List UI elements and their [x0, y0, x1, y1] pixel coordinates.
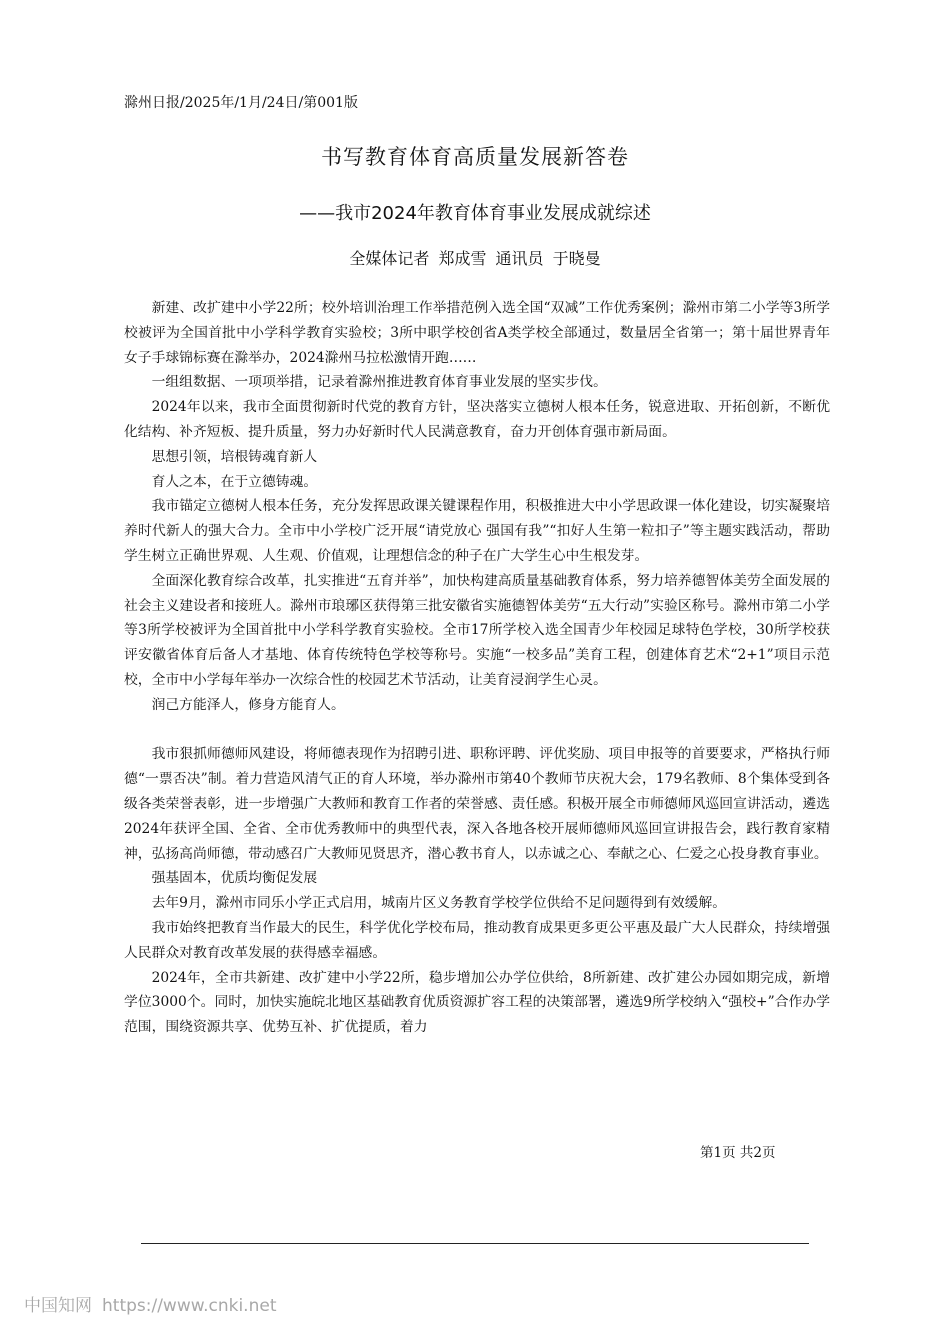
article-body	[124, 296, 830, 1040]
paragraph: 润己方能泽人，修身方能育人。	[151, 696, 345, 713]
paragraph: 育人之本，在于立德铸魂。	[151, 473, 318, 490]
paragraph: 我市始终把教育当作最大的民生，科学优化学校布局，推动教育成果更多更公平惠及最广大人民群众，持续增强人民群众对教育改革发展的获得感幸福感。	[124, 919, 830, 961]
watermark-url: https://www.cnki.net	[102, 1296, 277, 1316]
paragraph: 全面深化教育综合改革，扎实推进“五育并举”，加快构建高质量基础教育体系，努力培养德智体美劳全面发展的社会主义建设者和接班人。滁州市琅琊区获得第三批安徽省实施德智体美劳“五大行动”实验区称号。滁州市第二小学等3所学校被评为全国首批中小学科学教育实验校。全市17所学校入选全国青少年校园足球特色学校，30所学校获评安徽省体育后备人才基地、体育传统特色学校等称号。实施“一校多品”美育工程，创建体育艺术“2+1”项目示范校，全市中小学每年举办一次综合性的校园艺术节活动，让美育浸润学生心灵。	[124, 572, 830, 688]
article-subtitle: ——我市2024年教育体育事业发展成就综述	[299, 203, 651, 224]
article-title: 书写教育体育高质量发展新答卷	[321, 145, 629, 169]
paragraph: 我市锚定立德树人根本任务，充分发挥思政课关键课程作用，积极推进大中小学思政课一体化建设，切实凝聚培养时代新人的强大合力。全市中小学校广泛开展“请党放心 强国有我”“扣好人生第一粒扣子”等主题实践活动，帮助学生树立正确世界观、人生观、价值观，让理想信念的种子在广大学生心中生根发芽。	[124, 498, 830, 564]
section-heading: 思想引领，培根铸魂育新人	[151, 448, 318, 465]
article-byline: 全媒体记者 郑成雪 通讯员 于晓曼	[349, 249, 601, 268]
publication-source: 滁州日报/2025年/1月/24日/第001版	[124, 95, 358, 111]
paragraph: 去年9月，滁州市同乐小学正式启用，城南片区义务教育学校学位供给不足问题得到有效缓解。	[151, 895, 727, 912]
paragraph: 我市狠抓师德师风建设，将师德表现作为招聘引进、职称评聘、评优奖励、项目申报等的首要要求，严格执行师德“一票否决”制。着力营造风清气正的育人环境，举办滁州市第40个教师节庆祝大会，179名教师、8个集体受到各级各类荣誉表彰，进一步增强广大教师和教育工作者的荣誉感、责任感。积极开展全市师德师风巡回宣讲活动，遴选2024年获评全国、全省、全市优秀教师中的典型代表，深入各地各校开展师德师风巡回宣讲报告会，践行教育家精神，弘扬高尚师德，带动感召广大教师见贤思齐，潜心教书育人，以赤诚之心、奉献之心、仁爱之心投身教育事业。	[124, 746, 830, 862]
footer-divider	[141, 1243, 809, 1244]
page-indicator: 第1页 共2页	[700, 1145, 776, 1161]
paragraph: 2024年，全市共新建、改扩建中小学22所，稳步增加公办学位供给，8所新建、改扩建公办园如期完成，新增学位3000个。同时，加快实施皖北地区基础教育优质资源扩容工程的决策部署，遴选9所学校纳入“强校+”合作办学范围，围绕资源共享、优势互补、扩优提质，着力	[124, 969, 830, 1036]
paragraph: 2024年以来，我市全面贯彻新时代党的教育方针，坚决落实立德树人根本任务，锐意进取、开拓创新，不断优化结构、补齐短板、提升质量，努力办好新时代人民满意教育，奋力开创体育强市新局面。	[124, 399, 830, 440]
paragraph: 一组组数据、一项项举措，记录着滁州推进教育体育事业发展的坚实步伐。	[151, 374, 607, 391]
section-heading: 强基固本，优质均衡促发展	[151, 870, 318, 887]
watermark-brand: 中国知网	[24, 1296, 92, 1316]
paragraph: 新建、改扩建中小学22所；校外培训治理工作举措范例入选全国“双减”工作优秀案例；滁州市第二小学等3所学校被评为全国首批中小学科学教育实验校；3所中职学校创省A类学校全部通过，数量居全省第一；第十届世界青年女子手球锦标赛在滁举办，2024滁州马拉松激情开跑……	[124, 300, 830, 366]
cnki-watermark	[24, 1294, 276, 1318]
